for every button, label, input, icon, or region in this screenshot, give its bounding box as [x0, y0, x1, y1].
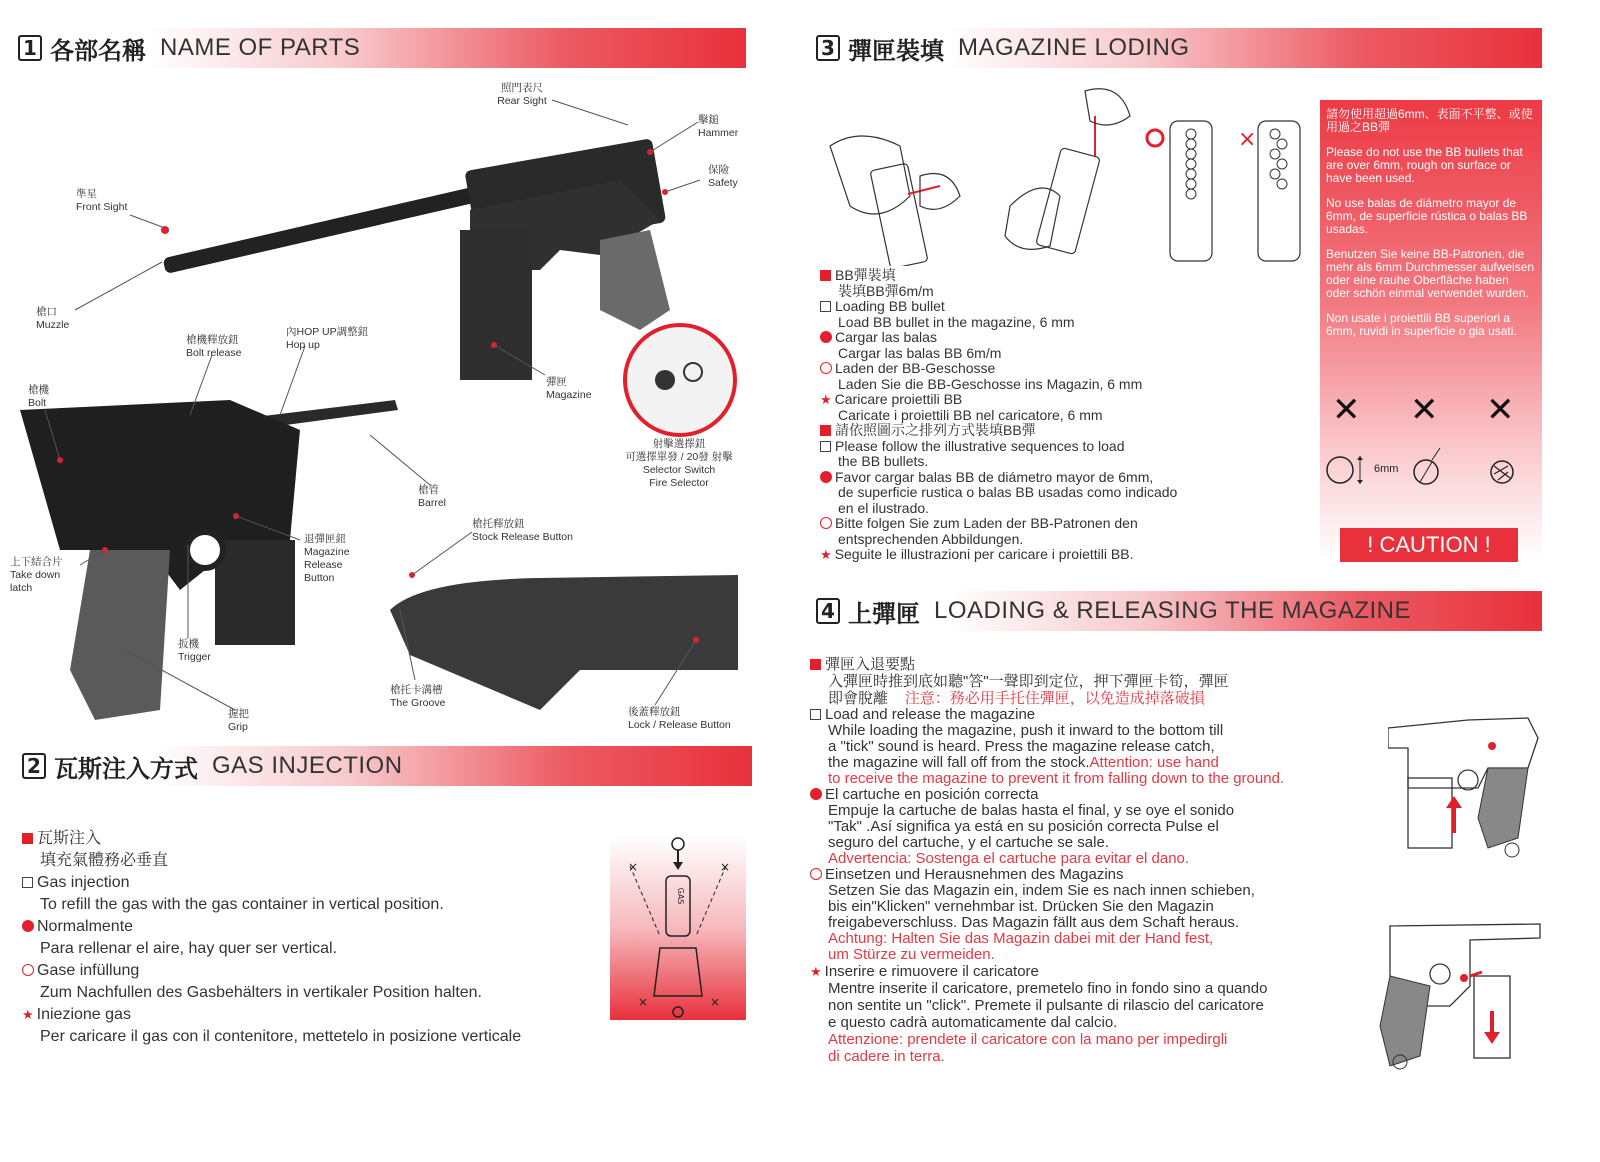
front-sight-en: Front Sight	[76, 201, 128, 213]
sec3-text	[820, 268, 1310, 563]
sec2-line: 瓦斯注入	[22, 828, 622, 850]
muzzle-zh: 槍口	[36, 306, 57, 318]
sec2-number: 2	[22, 753, 46, 779]
bottom-magazine-shape	[215, 540, 295, 645]
hop-up-zh: 內HOP UP調整鈕	[286, 326, 369, 338]
mag-release-en1: Magazine	[304, 546, 350, 558]
sec1-title-zh: 各部名稱	[50, 36, 146, 65]
sec3-line: ★ Caricare proiettili BB	[820, 391, 963, 407]
warning-es: No use balas de diámetro mayor de 6mm, de superficie rústica o balas BB usadas.	[1326, 196, 1528, 236]
cross-icon: ✕	[1410, 390, 1439, 430]
sec3-line: the BB bullets.	[838, 453, 929, 469]
caution-badge: ! CAUTION !	[1340, 528, 1518, 562]
grip-zh: 握把	[228, 708, 249, 720]
sec4-line: El cartuche en posición correcta	[810, 787, 1400, 803]
sec2-line: Gase infüllung	[22, 960, 622, 982]
barrel-en: Barrel	[418, 497, 447, 509]
warning-zh: 請勿使用超過6mm、表面不平整、或使用過之BB彈	[1326, 107, 1533, 134]
trigger-en: Trigger	[178, 651, 211, 663]
sec4-line: 即會脫離 注意：務必用手托住彈匣，以免造成掉落破損	[828, 690, 1205, 707]
mag-release-zh: 退彈匣鈕	[304, 533, 346, 545]
stock-release-en: Stock Release Button	[472, 531, 573, 543]
bolt-zh: 槍機	[28, 384, 49, 396]
hammer-zh: 擊鎚	[698, 114, 719, 126]
sec4-header	[816, 591, 1542, 631]
cross-icon: ✕	[1332, 390, 1361, 430]
sec3-title-zh: 彈匣裝填	[848, 36, 944, 65]
sec4-line: Achtung: Halten Sie das Magazin dabei mit der Hand fest,	[828, 930, 1214, 947]
sec2-header	[22, 746, 752, 786]
magazine-zh: 彈匣	[546, 376, 567, 388]
sec2-line: To refill the gas with the gas container in vertical position.	[40, 896, 444, 913]
sec2-line: Zum Nachfullen des Gasbehälters in vertikaler Position halten.	[40, 984, 482, 1001]
magazine-en: Magazine	[546, 389, 592, 401]
top-magazine-shape	[460, 230, 532, 380]
sec1-number: 1	[18, 35, 42, 61]
sec4-line: Advertencia: Sostenga el cartuche para evitar el dano.	[828, 850, 1190, 867]
sec3-line: ★ Seguite le illustrazioni per caricare i proiettili BB.	[820, 546, 1134, 562]
sec4-number: 4	[816, 598, 840, 624]
label-groove	[390, 684, 445, 710]
sec4-line: 彈匣入退要點	[810, 656, 1400, 673]
pistol-diagram	[0, 70, 760, 750]
svg-text:×: ×	[628, 860, 639, 874]
svg-text:×: ×	[720, 860, 731, 874]
safety-zh: 保險	[708, 164, 729, 176]
label-muzzle	[36, 306, 69, 332]
sec4-line: Einsetzen und Herausnehmen des Magazins	[810, 867, 1400, 883]
cross-icon: ✕	[1486, 390, 1515, 430]
lock-zh: 後蓋釋放鈕	[628, 706, 681, 718]
top-barrel-shape	[163, 182, 498, 274]
sec3-line: 請依照圖示之排列方式裝填BB彈	[820, 423, 1310, 439]
lock-en: Lock / Release Button	[628, 719, 731, 731]
takedown-en2: latch	[10, 582, 33, 594]
trigger-zh: 扳機	[178, 638, 199, 650]
sec3-line: Caricate i proiettili BB nel caricatore, 6 mm	[838, 406, 1103, 423]
sec4-line: Load and release the magazine	[810, 707, 1400, 723]
safety-en: Safety	[708, 177, 738, 189]
sec4-line: Attenzione: prendete il caricatore con la mano per impedirgli	[828, 1031, 1228, 1048]
label-safety	[708, 164, 738, 190]
sec3-header	[816, 28, 1542, 68]
sec3-line: de superficie rustica o balas BB usadas como indicado	[838, 484, 1178, 500]
magazine-insert-illustration	[1388, 708, 1564, 858]
sec3-title-en: MAGAZINE LODING	[958, 34, 1190, 61]
sec2-text	[22, 828, 622, 1048]
label-lock	[628, 706, 731, 732]
muzzle-en: Muzzle	[36, 319, 70, 331]
takedown-en1: Take down	[10, 569, 61, 581]
sec3-number: 3	[816, 35, 840, 61]
sec4-line: seguro del cartuche, y el cartuche se sale.	[828, 834, 1109, 851]
groove-en: The Groove	[390, 697, 446, 709]
sec1-header	[18, 28, 746, 68]
label-mag-release	[304, 533, 350, 585]
hop-up-en: Hop up	[286, 339, 320, 351]
groove-zh: 槍托卡溝槽	[390, 684, 443, 696]
top-grip-shape	[600, 230, 670, 330]
sec2-title-en: GAS INJECTION	[212, 752, 403, 779]
sec1-title-en: NAME OF PARTS	[160, 34, 361, 61]
mag-release-en2: Release	[304, 559, 343, 571]
label-magazine	[546, 376, 592, 402]
selector-en2: Fire Selector	[649, 477, 709, 489]
rear-sight-zh: 照門表尺	[501, 82, 543, 94]
sec4-line: While loading the magazine, push it inward to the bottom till	[828, 722, 1224, 739]
sec4-line: ★ Inserire e rimuovere il caricatore	[810, 963, 1039, 980]
sec3-line: Please follow the illustrative sequences to load	[820, 439, 1310, 455]
sec3-line: Bitte folgen Sie zum Laden der BB-Patronen den	[820, 516, 1310, 532]
sec2-line: Normalmente	[22, 916, 622, 938]
label-hop-up	[286, 326, 368, 352]
warning-de: Benutzen Sie keine BB-Patronen, die mehr als 6mm Durchmesser aufweisen oder eine rauhe Oberfläche haben oder schön einmal verwendet wurden.	[1326, 247, 1535, 300]
sec4-text	[810, 656, 1400, 1065]
size-label: 6mm	[1374, 463, 1399, 475]
sec3-line: Laden Sie die BB-Geschosse ins Magazin, 6 mm	[838, 375, 1143, 392]
sec4-title-zh: 上彈匣	[848, 599, 920, 628]
label-front-sight	[76, 188, 127, 214]
sec4-line: Setzen Sie das Magazin ein, indem Sie es nach innen schieben,	[828, 882, 1255, 899]
magazine-release-illustration	[1370, 916, 1560, 1074]
selector-zh: 射擊選擇鈕	[652, 438, 706, 450]
sec4-line: Empuje la cartuche de balas hasta el final, y se oye el sonido	[828, 802, 1235, 819]
label-barrel	[418, 484, 446, 510]
warning-it: Non usate i proiettili BB superiori a 6mm, ruvidi in superficie o gia usati.	[1326, 311, 1517, 338]
sec2-line: Para rellenar el aire, hay quer ser vertical.	[40, 940, 338, 957]
sec2-line: Gas injection	[22, 872, 622, 894]
sec4-line: "Tak" .Así significa ya está en su posición correcta Pulse el	[828, 818, 1219, 835]
grip-en: Grip	[228, 721, 248, 733]
rear-sight-en: Rear Sight	[497, 95, 547, 107]
sec4-line: e questo cadrà automaticamente dal calcio.	[828, 1014, 1118, 1031]
sec4-line: to receive the magazine to prevent it from falling down to the ground.	[828, 770, 1285, 787]
sec2-title-zh: 瓦斯注入方式	[54, 754, 198, 783]
sec4-line: Mentre inserite il caricatore, premetelo fino in fondo sino a quando	[828, 980, 1268, 997]
svg-text:×: ×	[638, 995, 649, 1009]
sec3-line: BB彈裝填	[820, 268, 1310, 284]
front-sight-zh: 準星	[76, 188, 97, 200]
barrel-zh: 槍管	[418, 484, 439, 496]
bottom-grip-shape	[70, 550, 170, 720]
sec4-line: a "tick" sound is heard. Press the magazine release catch,	[828, 738, 1215, 755]
sec3-line: Loading BB bullet	[820, 299, 1310, 315]
sec4-line: 入彈匣時推到底如聽"答"一聲即到定位，押下彈匣卡筍，彈匣	[828, 673, 1229, 690]
gas-can-text: GAS	[676, 887, 685, 905]
sec3-line: 裝填BB彈6m/m	[838, 282, 934, 299]
stock-release-zh: 槍托釋放鈕	[472, 518, 525, 530]
svg-text:×: ×	[1238, 127, 1257, 152]
label-selector	[614, 438, 744, 490]
label-takedown	[10, 556, 63, 595]
bolt-release-en: Bolt release	[186, 347, 242, 359]
label-rear-sight	[490, 82, 554, 108]
sec3-line: Favor cargar balas BB de diámetro mayor de 6mm,	[820, 470, 1310, 486]
label-trigger	[178, 638, 211, 664]
selector-en: Selector Switch	[642, 464, 716, 476]
gas-injection-illustration	[610, 836, 746, 1020]
sec3-line: Laden der BB-Geschosse	[820, 361, 1310, 377]
sec4-line: non sentite un "click". Premete il pulsante di rilascio del caricatore	[828, 997, 1264, 1014]
label-grip	[228, 708, 249, 734]
sec3-line: en el ilustrado.	[838, 499, 930, 516]
sec3-line: Cargar las balas BB 6m/m	[838, 344, 1002, 361]
loading-illustration	[820, 86, 1310, 266]
takedown-zh: 上下結合片	[10, 556, 63, 568]
bolt-en: Bolt	[28, 397, 47, 409]
mag-release-en3: Button	[304, 572, 335, 584]
sec4-line: freigabeverschluss. Das Magazin fällt aus dem Schaft heraus.	[828, 914, 1240, 931]
label-stock-release	[472, 518, 573, 544]
sec4-line: di cadere in terra.	[828, 1048, 945, 1065]
sec3-line: Cargar las balas	[820, 330, 1310, 346]
label-hammer	[698, 114, 738, 140]
warning-en: Please do not use the BB bullets that are over 6mm, rough on surface or have been used.	[1326, 145, 1523, 185]
label-bolt	[28, 384, 49, 410]
bolt-release-zh: 槍機釋放鈕	[186, 334, 239, 346]
bb-defect-icons	[1322, 448, 1532, 492]
sec2-line: 填充氣體務必垂直	[40, 852, 169, 869]
sec4-line: the magazine will fall off from the stock.Attention: use hand	[828, 754, 1219, 771]
selector-zh2: 可選擇單發 / 20發 射擊	[625, 451, 733, 463]
svg-text:×: ×	[710, 995, 721, 1009]
sec4-line: bis ein"Klicken" vernehmbar ist. Drücken Sie den Magazin	[828, 898, 1214, 915]
sec4-title-en: LOADING & RELEASING THE MAGAZINE	[934, 597, 1411, 624]
selector-zoom-circle	[625, 325, 735, 435]
hammer-en: Hammer	[698, 127, 739, 139]
sec3-line: entsprechenden Abbildungen.	[838, 530, 1024, 547]
sec3-line: Load BB bullet in the magazine, 6 mm	[838, 313, 1075, 330]
sec4-line: um Stürze zu vermeiden.	[828, 946, 995, 963]
sec2-line: Per caricare il gas con il contenitore, mettetelo in posizione verticale	[40, 1028, 522, 1045]
sec2-line: ★ Iniezione gas	[22, 1006, 131, 1023]
label-bolt-release	[186, 334, 241, 360]
